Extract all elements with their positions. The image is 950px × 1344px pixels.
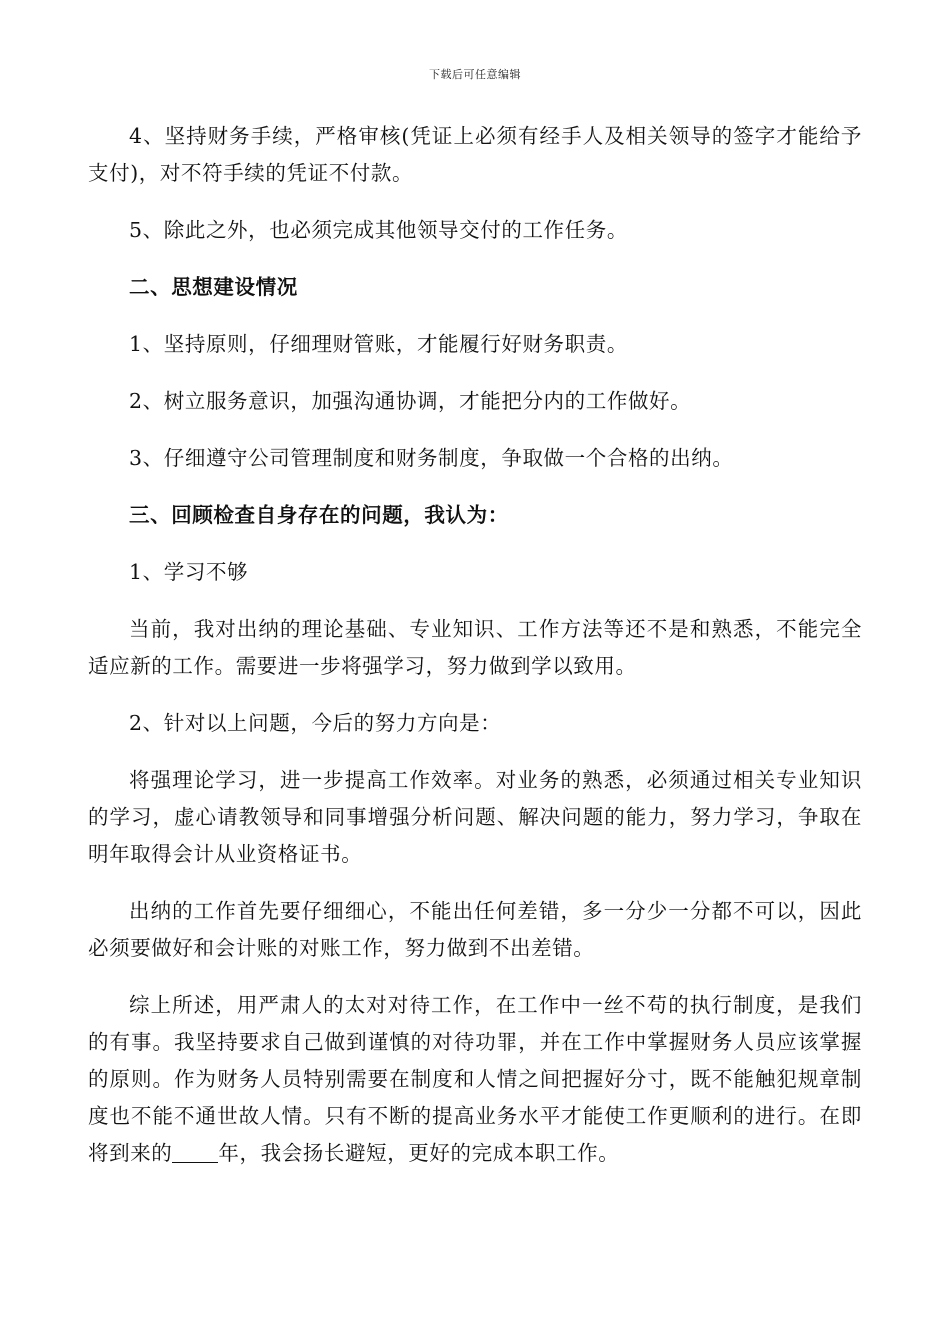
section-2-item-2: 2、树立服务意识，加强沟通协调，才能把分内的工作做好。 (129, 389, 692, 413)
section-3-item-2: 2、针对以上问题，今后的努力方向是： (129, 711, 502, 735)
page-header: 下载后可任意编辑 (429, 68, 521, 81)
section-2-heading: 二、思想建设情况 (129, 275, 298, 299)
section-3-paragraph-1: 当前，我对出纳的理论基础、专业知识、工作方法等还不是和熟悉，不能完全适应新的工作。需要进一步将强学习，努力做到学以致用。 (88, 617, 862, 678)
document-body (88, 118, 862, 1192)
item-4-paragraph: 4、坚持财务手续，严格审核(凭证上必须有经手人及相关领导的签字才能给予支付)，对不符手续的凭证不付款。 (88, 124, 862, 185)
section-3-heading: 三、回顾检查自身存在的问题，我认为： (129, 503, 509, 527)
section-3-item-1: 1、学习不够 (129, 560, 249, 584)
section-3-paragraph-2: 将强理论学习，进一步提高工作效率。对业务的熟悉，必须通过相关专业知识的学习，虚心请教领导和同事增强分析问题、解决问题的能力，努力学习，争取在明年取得会计从业资格证书。 (88, 768, 862, 866)
section-2-item-1: 1、坚持原则，仔细理财管账，才能履行好财务职责。 (129, 332, 628, 356)
summary-paragraph (88, 987, 862, 1172)
section-3-paragraph-3: 出纳的工作首先要仔细细心，不能出任何差错，多一分少一分都不可以，因此必须要做好和会计账的对账工作，努力做到不出差错。 (88, 899, 862, 960)
summary-text-after-blank: 年，我会扬长避短，更好的完成本职工作。 (218, 1141, 620, 1165)
item-5-paragraph: 5、除此之外，也必须完成其他领导交付的工作任务。 (129, 218, 628, 242)
section-2-item-3: 3、仔细遵守公司管理制度和财务制度，争取做一个合格的出纳。 (129, 446, 734, 470)
year-blank (172, 1140, 218, 1163)
summary-text-before-blank: 综上所述，用严肃人的太对对待工作，在工作中一丝不苟的执行制度，是我们的有事。我坚持要求自己做到谨慎的对待功罪，并在工作中掌握财务人员应该掌握的原则。作为财务人员特别需要在制度和人情之间把握好分寸，既不能触犯规章制度也不能不通世故人情。只有不断的提高业务水平才能使工作更顺利的进行。在即将到来的 (88, 993, 862, 1165)
